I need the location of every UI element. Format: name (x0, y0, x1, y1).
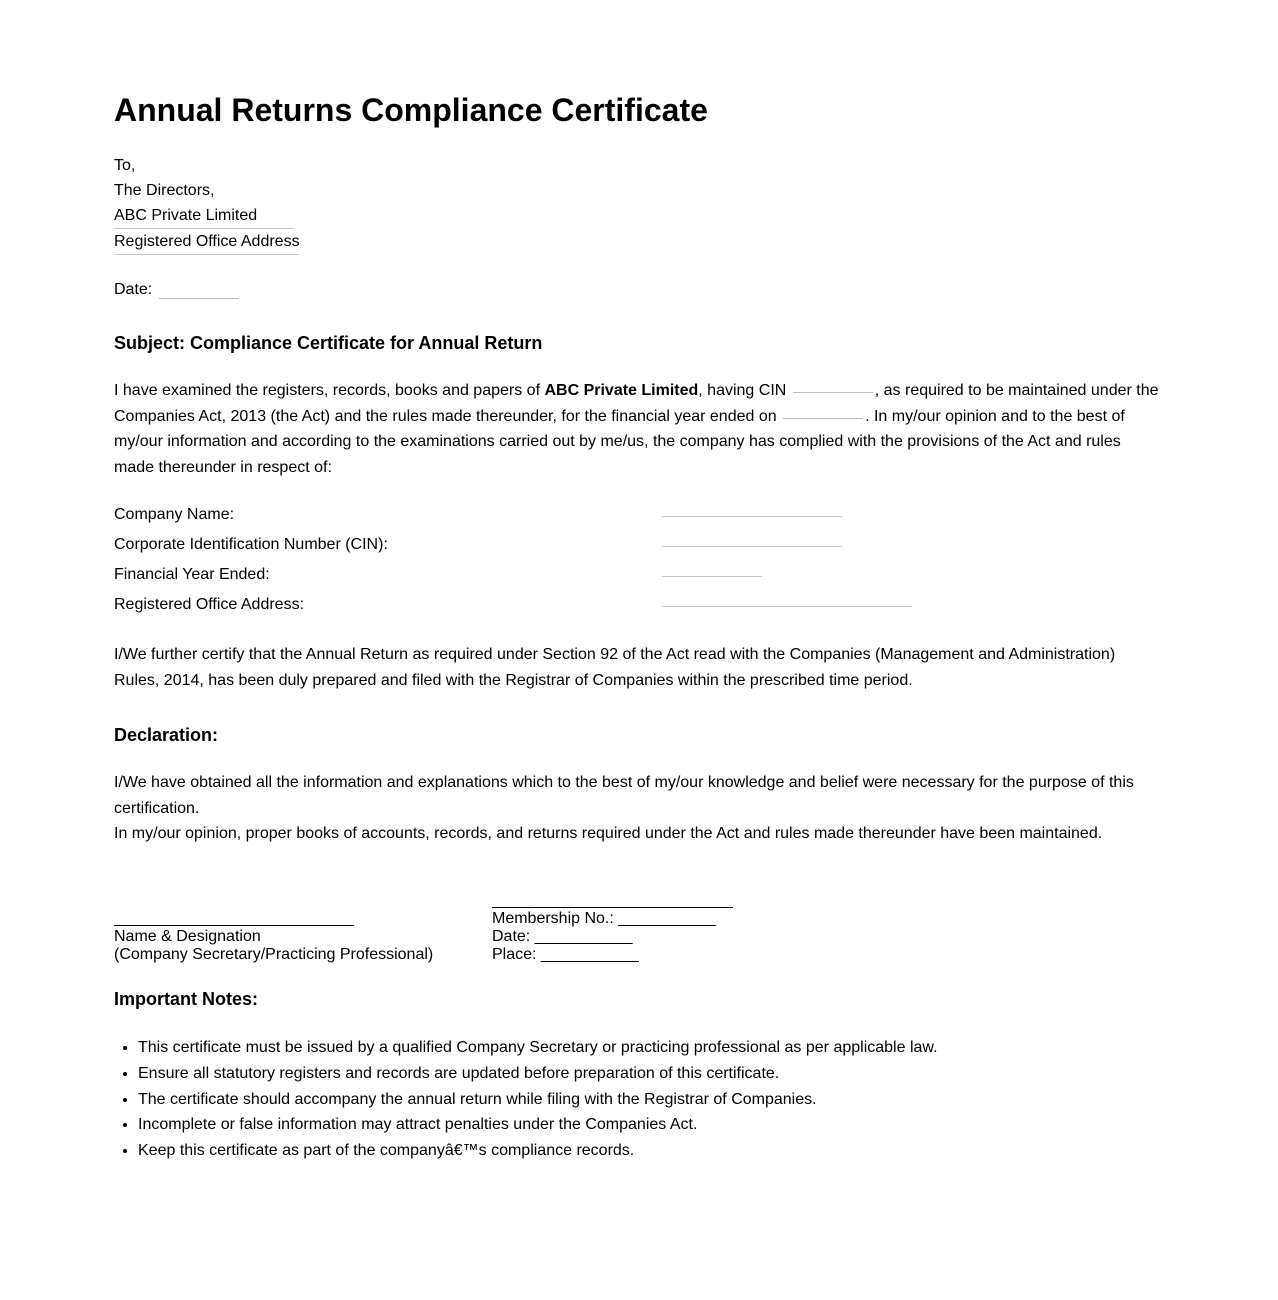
page-title: Annual Returns Compliance Certificate (114, 92, 708, 128)
notes-heading: Important Notes: (114, 989, 258, 1009)
field-row-registered-office (114, 590, 1014, 620)
field-label: Financial Year Ended: (114, 566, 270, 583)
address-company: ABC Private Limited (114, 203, 294, 229)
fy-blank[interactable] (783, 417, 863, 419)
further-certify-paragraph: I/We further certify that the Annual Return as required under Section 92 of the Act read with the Companies (Management and Administration) Rules, 2014, has been duly prepared and filed with the Registrar of Companies within the prescribed time period. (114, 646, 1116, 689)
date-label: Date: (114, 281, 153, 298)
subject-heading: Subject: Compliance Certificate for Annual Return (114, 333, 543, 353)
declaration-line-1: I/We have obtained all the information and explanations which to the best of my/our knowledge and belief were necessary for the purpose of this certification. (114, 774, 1134, 817)
date-blank[interactable] (159, 297, 239, 299)
list-item: • The certificate should accompany the annual return while filing with the Registrar of Companies. (138, 1087, 1178, 1113)
intro-paragraph (114, 378, 1159, 481)
declaration-paragraph (114, 770, 1159, 847)
name-designation: Name & Designation (114, 928, 261, 945)
list-item: • This certificate must be issued by a qualified Company Secretary or practicing professional as per applicable law. (138, 1035, 1178, 1061)
field-blank[interactable] (662, 516, 842, 517)
intro-text-4: . In my/our opinion and to the best of my/our information and according to the examinations carried out by me/us, the company has complied with the provisions of the Act and rules made thereunder in respect of: (114, 407, 1125, 477)
signature-line[interactable] (114, 925, 354, 926)
field-row-cin (114, 530, 1014, 560)
intro-company-name: ABC Private Limited (544, 382, 699, 399)
field-blank[interactable] (662, 606, 912, 607)
cin-blank[interactable] (793, 391, 873, 393)
intro-text-3: , as required to be maintained under the Companies Act, 2013 (the Act) and the rules made thereunder, for the financial year ended on (114, 382, 1159, 425)
membership-number: Membership No.: ___________ (492, 910, 717, 927)
declaration-line-2: In my/our opinion, proper books of accounts, records, and returns required under the Act and rules made thereunder have been maintained. (114, 825, 1103, 843)
address-office: Registered Office Address (114, 229, 299, 255)
field-row-financial-year (114, 560, 1014, 590)
list-item: • Keep this certificate as part of the companyâ€™s compliance records. (138, 1138, 1178, 1164)
notes-list (114, 1035, 1178, 1164)
field-label: Registered Office Address: (114, 596, 305, 613)
address-directors: The Directors, (114, 182, 215, 199)
date-row (114, 278, 241, 302)
field-blank[interactable] (662, 546, 842, 547)
address-block (114, 153, 299, 255)
signature-place: Place: ___________ (492, 946, 639, 963)
field-blank[interactable] (662, 576, 762, 577)
list-item: • Ensure all statutory registers and records are updated before preparation of this certificate. (138, 1061, 1178, 1087)
intro-text-2: , having CIN (698, 382, 791, 399)
field-row-company-name (114, 500, 1014, 530)
list-item: • Incomplete or false information may attract penalties under the Companies Act. (138, 1112, 1178, 1138)
intro-text-1: I have examined the registers, records, books and papers of (114, 382, 545, 399)
field-label: Corporate Identification Number (CIN): (114, 536, 388, 553)
declaration-heading: Declaration: (114, 725, 219, 745)
address-to: To, (114, 157, 136, 174)
signature-date: Date: ___________ (492, 928, 633, 945)
signer-role: (Company Secretary/Practicing Professional) (114, 946, 434, 963)
seal-line[interactable] (492, 907, 733, 908)
field-label: Company Name: (114, 506, 235, 523)
